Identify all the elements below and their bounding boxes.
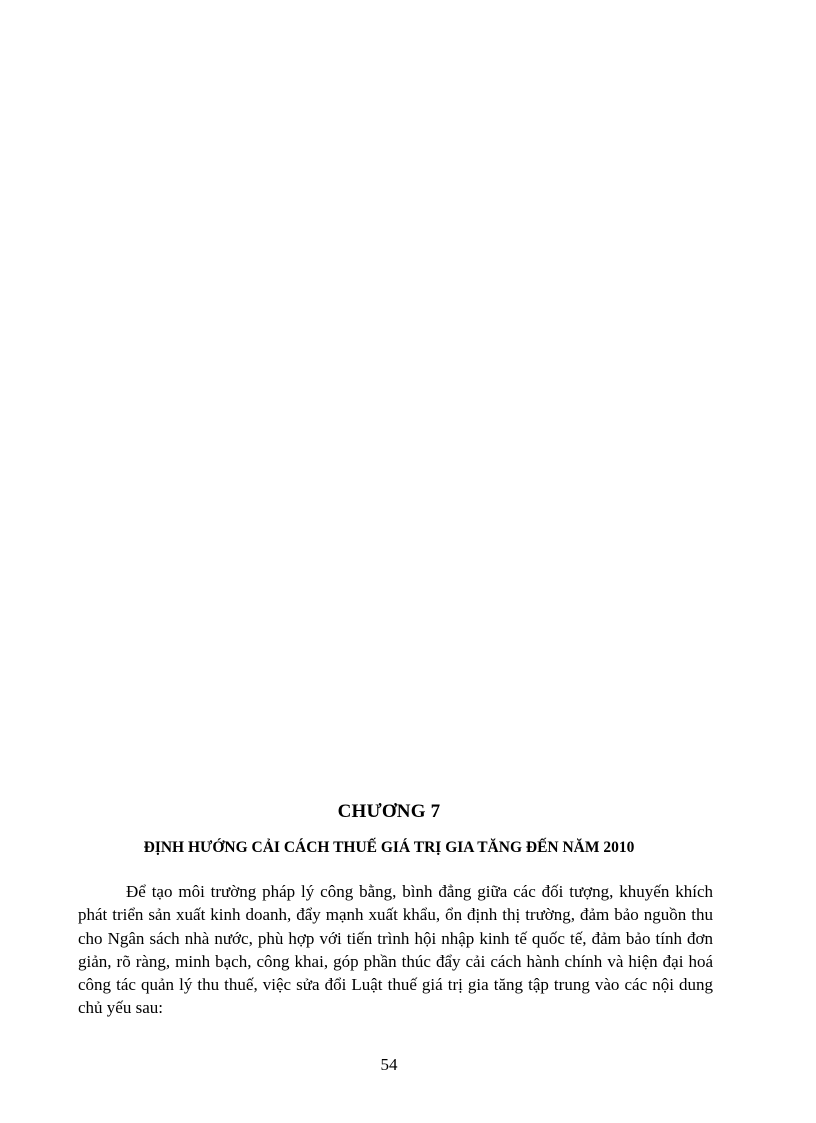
- chapter-number: CHƯƠNG 7: [337, 801, 441, 822]
- page-number: 54: [380, 1055, 398, 1074]
- body-paragraph: Để tạo môi trường pháp lý công bằng, bình đẳng giữa các đối tượng, khuyến khích phát triển sản xuất kinh doanh, đẩy mạnh xuất khẩu, ổn định thị trường, đảm bảo nguồn thu cho Ngân sách nhà nước, phù hợp với tiến trình hội nhập kinh tế quốc tế, đảm bảo tính đơn giản, rõ ràng, minh bạch, công khai, góp phần thúc đẩy cải cách hành chính và hiện đại hoá công tác quản lý thu thuế, việc sửa đổi Luật thuế giá trị gia tăng tập trung vào các nội dung chủ yếu sau:: [78, 882, 713, 1018]
- chapter-title: ĐỊNH HƯỚNG CẢI CÁCH THUẾ GIÁ TRỊ GIA TĂNG ĐẾN NĂM 2010: [143, 839, 635, 856]
